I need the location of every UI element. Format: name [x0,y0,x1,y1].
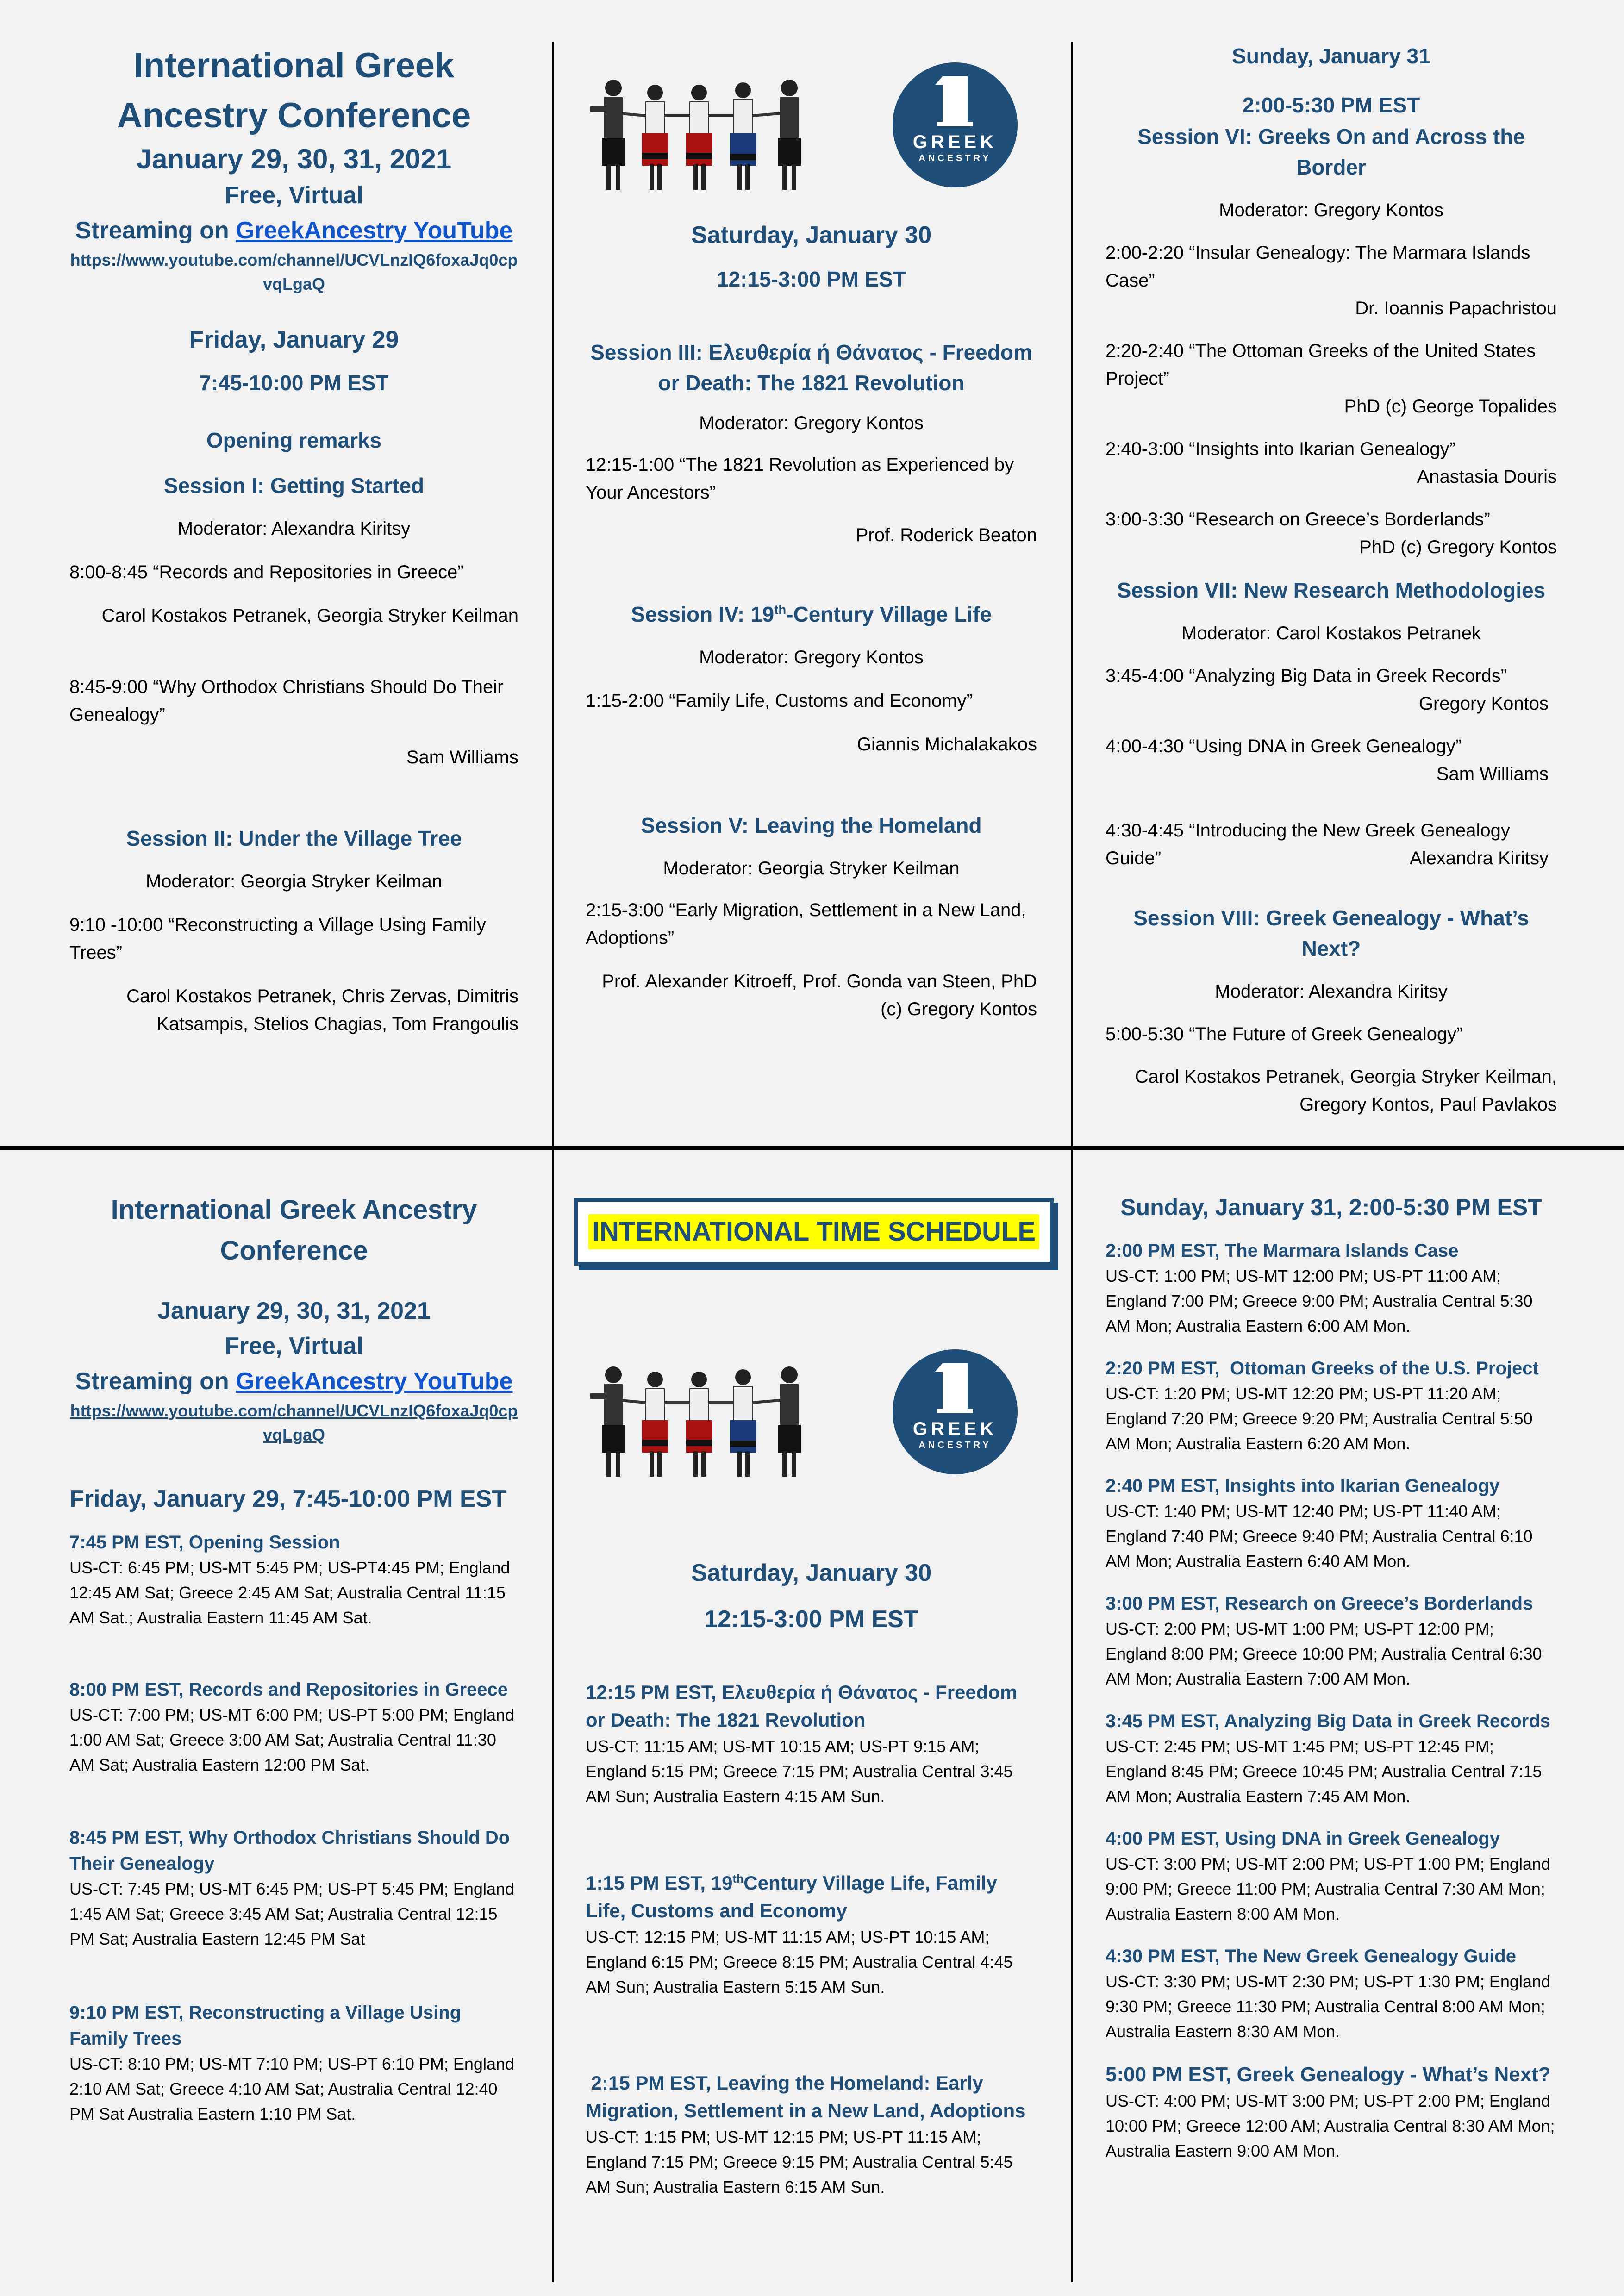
schedule-item-times: US-CT: 1:00 PM; US-MT 12:00 PM; US-PT 11:00 AM; England 7:00 PM; Greece 9:00 PM; Australia Central 5:30 AM Mon; Australia Eastern 6:00 AM Mon. [1106,1267,1533,1335]
dancer-figure [730,82,756,190]
opening-remarks: Opening remarks [206,428,382,452]
speakers: Anastasia Douris [1417,467,1557,487]
schedule-item-title: 3:00 PM EST, Research on Greece’s Borderlands [1106,1593,1533,1614]
column-divider [552,42,554,1146]
folk-dancers-illustration [586,69,817,194]
schedule-item-times: US-CT: 1:20 PM; US-MT 12:20 PM; US-PT 11:20 AM; England 7:20 PM; Greece 9:20 PM; Australia Central 5:50 AM Mon; Australia Eastern 6:20 AM Mon. [1106,1384,1533,1453]
talk-title: 3:00-3:30 “Research on Greece’s Borderlands” [1106,509,1490,530]
speakers: Giannis Michalakakos [856,734,1037,755]
moderator: Moderator: Georgia Stryker Keilman [145,871,443,892]
schedule-item [586,1869,1037,2000]
schedule-item-times: US-CT: 1:15 PM; US-MT 12:15 PM; US-PT 11:15 AM; England 7:15 PM; Greece 9:15 PM; Australia Central 5:45 AM Sun; Australia Eastern 6:15 AM Sun. [586,2128,1013,2196]
youtube-link[interactable]: GreekAncestry YouTube [236,217,513,244]
logo-wordmark: GREEK [912,1419,998,1439]
moderator: Moderator: Gregory Kontos [1219,200,1443,220]
talk-title: 1:15-2:00 “Family Life, Customs and Economy” [586,691,973,711]
schedule-item-title: 2:15 PM EST, Leaving the Homeland: Early Migration, Settlement in a New Land, Adoptions [586,2072,1026,2121]
schedule-item-title: 8:00 PM EST, Records and Repositories in Greece [69,1679,508,1700]
session-title: Session VIII: Greek Genealogy - What’s Next? [1133,906,1529,961]
conference-format: Free, Virtual [225,182,363,209]
talk-title: 4:00-4:30 “Using DNA in Greek Genealogy” [1106,736,1462,756]
session-title: Session I: Getting Started [163,474,425,498]
speakers: Carol Kostakos Petranek, Georgia Stryker Keilman, Gregory Kontos, Paul Pavlakos [1135,1067,1557,1115]
talk-title: 2:15-3:00 “Early Migration, Settlement in a New Land, Adoptions” [586,900,1026,948]
schedule-item [586,2069,1037,2200]
schedule-item-times: US-CT: 2:00 PM; US-MT 1:00 PM; US-PT 12:00 PM; England 8:00 PM; Greece 10:00 PM; Australia Central 6:30 AM Mon; Australia Eastern 7:00 AM Mon. [1106,1619,1542,1688]
bottom-left-panel [69,1190,518,2127]
session-title-part: -Century Village Life [786,602,992,626]
moderator: Moderator: Georgia Stryker Keilman [663,858,960,879]
logo-wordmark: GREEK [912,132,998,152]
bottom-middle-panel [586,1555,1037,2200]
dancer-figure [590,1366,625,1477]
schedule-item [1106,1708,1557,1809]
day-time: 2:00-5:30 PM EST [1242,93,1420,117]
schedule-item-times: US-CT: 2:45 PM; US-MT 1:45 PM; US-PT 12:45 PM; England 8:45 PM; Greece 10:45 PM; Australia Central 7:15 AM Mon; Australia Eastern 7:45 AM Mon. [1106,1737,1542,1806]
schedule-item-title: 4:30 PM EST, The New Greek Genealogy Guide [1106,1946,1516,1966]
talk-title: 9:10 -10:00 “Reconstructing a Village Using Family Trees” [69,915,486,963]
moderator: Moderator: Alexandra Kiritsy [1215,981,1448,1002]
column-divider [1071,1150,1073,2282]
streaming-prefix: Streaming on [75,1368,236,1395]
streaming-line [69,1364,518,1399]
youtube-url[interactable]: https://www.youtube.com/channel/UCVLnzIQ6foxaJq0cpvqLgaQ [70,250,518,293]
conference-format: Free, Virtual [225,1333,363,1360]
page-divider [0,1146,1624,1150]
speakers: Carol Kostakos Petranek, Chris Zervas, Dimitris Katsampis, Stelios Chagias, Tom Frangoulis [126,986,518,1034]
schedule-item [69,1677,518,1778]
folk-dancers-illustration [586,1356,817,1481]
schedule-item-times: US-CT: 8:10 PM; US-MT 7:10 PM; US-PT 6:10 PM; England 2:10 AM Sat; Greece 4:10 AM Sat; Australia Central 12:40 PM Sat Australia Eastern 1:10 PM Sat. [69,2054,515,2123]
greek-ancestry-logo [893,62,1018,187]
schedule-item-times: US-CT: 12:15 PM; US-MT 11:15 AM; US-PT 10:15 AM; England 6:15 PM; Greece 8:15 PM; Australia Central 4:45 AM Sun; Australia Eastern 5:15 AM Sun. [586,1928,1013,1997]
day-heading: Saturday, January 30 [691,222,932,249]
schedule-item-times: US-CT: 7:45 PM; US-MT 6:45 PM; US-PT 5:45 PM; England 1:45 AM Sat; Greece 3:45 AM Sat; Australia Central 12:15 PM Sat; Australia Eastern 12:45 PM Sat [69,1879,515,1948]
session-title [586,599,1037,630]
schedule-item [69,1529,518,1630]
talk-title: 2:00-2:20 “Insular Genealogy: The Marmara Islands Case” [1106,243,1530,291]
dancer-figure [778,1366,801,1477]
schedule-item-title-part: 1:15 PM EST, 19 [586,1872,733,1894]
speakers: Sam Williams [406,747,518,767]
bottom-right-panel [1106,1190,1557,2164]
speakers: Carol Kostakos Petranek, Georgia Stryker Keilman [101,605,518,626]
superscript: th [732,1872,744,1885]
session-title: Session II: Under the Village Tree [126,826,462,850]
dancer-figure [686,1372,712,1477]
day-heading: Friday, January 29 [189,326,399,353]
schedule-item [69,2000,518,2127]
moderator: Moderator: Gregory Kontos [699,413,924,433]
logo-subword: ANCESTRY [918,153,992,163]
moderator: Moderator: Carol Kostakos Petranek [1181,623,1481,643]
talk-title: 8:00-8:45 “Records and Repositories in Greece” [69,562,464,582]
speakers: Gregory Kontos [1418,693,1549,714]
speakers: Prof. Roderick Beaton [856,525,1037,545]
session-title: Session VI: Greeks On and Across the Border [1137,125,1525,179]
speakers: Alexandra Kiritsy [1409,848,1549,868]
streaming-prefix: Streaming on [75,217,236,244]
top-middle-panel [586,218,1037,1023]
schedule-item [1106,1355,1557,1456]
logo-subword: ANCESTRY [918,1440,992,1450]
day-heading: Saturday, January 30 [691,1560,932,1586]
time-schedule-banner [574,1198,1054,1266]
day-heading: Sunday, January 31, 2:00-5:30 PM EST [1120,1194,1542,1220]
dancer-figure [642,85,668,190]
conference-title: International Greek Ancestry Conference [111,1195,477,1266]
schedule-item-title: 3:45 PM EST, Analyzing Big Data in Greek Records [1106,1711,1551,1731]
schedule-item [1106,1943,1557,2044]
schedule-item-times: US-CT: 6:45 PM; US-MT 5:45 PM; US-PT4:45 PM; England 12:45 AM Sat; Greece 2:45 AM Sat; Australia Central 11:15 AM Sat.; Australia Eastern 11:45 AM Sat. [69,1558,510,1627]
talk-title: 2:40-3:00 “Insights into Ikarian Genealogy” [1106,439,1455,459]
schedule-item-title: 8:45 PM EST, Why Orthodox Christians Should Do Their Genealogy [69,1828,510,1874]
conference-title: International Greek Ancestry Conference [117,46,471,135]
schedule-item-title [586,1869,1037,1925]
moderator: Moderator: Alexandra Kiritsy [177,518,411,539]
schedule-item-title: 2:20 PM EST, Ottoman Greeks of the U.S. Project [1106,1358,1539,1379]
dancer-figure [686,85,712,190]
schedule-item-times: US-CT: 1:40 PM; US-MT 12:40 PM; US-PT 11:40 AM; England 7:40 PM; Greece 9:40 PM; Australia Central 6:10 AM Mon; Australia Eastern 6:40 AM Mon. [1106,1502,1533,1571]
schedule-item-title: 4:00 PM EST, Using DNA in Greek Genealogy [1106,1828,1500,1849]
greek-ancestry-logo [893,1349,1018,1474]
talk-title: 4:30-4:45 “Introducing the New Greek Genealogy Guide” [1106,820,1510,868]
streaming-line [69,213,518,248]
conference-dates: January 29, 30, 31, 2021 [157,1298,431,1324]
conference-dates: January 29, 30, 31, 2021 [136,144,452,175]
schedule-item [1106,1826,1557,1927]
schedule-item [1106,1591,1557,1691]
schedule-item-times: US-CT: 3:30 PM; US-MT 2:30 PM; US-PT 1:30 PM; England 9:30 PM; Greece 11:30 PM; Australia Central 8:00 AM Mon; Australia Eastern 8:30 AM Mon. [1106,1972,1551,2041]
superscript: th [774,602,787,617]
speakers: PhD (c) Gregory Kontos [1359,537,1557,557]
schedule-item-title: 12:15 PM EST, Ελευθερία ή Θάνατος - Freedom or Death: The 1821 Revolution [586,1681,1018,1731]
youtube-url[interactable]: https://www.youtube.com/channel/UCVLnzIQ6foxaJq0cpvqLgaQ [70,1401,518,1444]
schedule-item-times: US-CT: 7:00 PM; US-MT 6:00 PM; US-PT 5:00 PM; England 1:00 AM Sat; Greece 3:00 AM Sat; Australia Central 11:30 AM Sat; Australia Eastern 12:00 PM Sat. [69,1705,515,1774]
schedule-item-title: 2:40 PM EST, Insights into Ikarian Genealogy [1106,1476,1500,1496]
schedule-item-title: 7:45 PM EST, Opening Session [69,1532,340,1553]
youtube-link[interactable]: GreekAncestry YouTube [236,1368,513,1395]
talk-title: 2:20-2:40 “The Ottoman Greeks of the United States Project” [1106,341,1536,389]
schedule-item-times: US-CT: 3:00 PM; US-MT 2:00 PM; US-PT 1:00 PM; England 9:00 PM; Greece 11:00 PM; Australia Central 7:30 AM Mon; Australia Eastern 8:00 AM Mon. [1106,1854,1551,1923]
schedule-item-title: 5:00 PM EST, Greek Genealogy - What’s Next? [1106,2063,1551,2086]
day-heading: Sunday, January 31 [1232,44,1430,68]
schedule-item [1106,1473,1557,1574]
schedule-item-times: US-CT: 11:15 AM; US-MT 10:15 AM; US-PT 9:15 AM; England 5:15 PM; Greece 7:15 PM; Australia Central 3:45 AM Sun; Australia Eastern 4:15 AM Sun. [586,1737,1013,1806]
column-divider [552,1150,554,2282]
schedule-item-title: 2:00 PM EST, The Marmara Islands Case [1106,1241,1459,1261]
speakers: Prof. Alexander Kitroeff, Prof. Gonda van Steen, PhD (c) Gregory Kontos [602,971,1037,1019]
dancer-figure [590,80,625,190]
day-time: 12:15-3:00 PM EST [704,1606,918,1633]
schedule-item-title: 9:10 PM EST, Reconstructing a Village Using Family Trees [69,2003,462,2049]
schedule-item-title-part: Century Village Life, Family Life, Customs and Economy [586,1872,997,1922]
dancer-figure [730,1369,756,1477]
column-divider [1071,42,1073,1146]
column-icon [893,1349,1018,1474]
day-time: 12:15-3:00 PM EST [716,267,906,291]
speakers: Dr. Ioannis Papachristou [1355,298,1557,318]
session-title: Session III: Ελευθερία ή Θάνατος - Freedom or Death: The 1821 Revolution [590,340,1032,395]
day-heading: Friday, January 29, 7:45-10:00 PM EST [69,1485,507,1512]
talk-title: 12:15-1:00 “The 1821 Revolution as Experienced by Your Ancestors” [586,455,1014,503]
top-right-panel [1106,41,1557,1118]
dancer-figure [642,1372,668,1477]
schedule-item-times: US-CT: 4:00 PM; US-MT 3:00 PM; US-PT 2:00 PM; England 10:00 PM; Greece 12:00 AM; Australia Central 8:30 AM Mon; Australia Eastern 9:00 AM Mon. [1106,2091,1555,2160]
session-title: Session VII: New Research Methodologies [1117,578,1546,602]
speakers: PhD (c) George Topalides [1344,396,1557,417]
schedule-item [586,1678,1037,1809]
schedule-item [1106,1238,1557,1339]
talk-title: 8:45-9:00 “Why Orthodox Christians Should Do Their Genealogy” [69,677,504,725]
banner-text: INTERNATIONAL TIME SCHEDULE [588,1214,1039,1249]
talk-title: 3:45-4:00 “Analyzing Big Data in Greek Records” [1106,666,1507,686]
moderator: Moderator: Gregory Kontos [699,647,924,668]
talk-title: 5:00-5:30 “The Future of Greek Genealogy” [1106,1024,1463,1044]
schedule-item [69,1825,518,1952]
dancer-figure [778,80,801,190]
column-icon [893,62,1018,187]
day-time: 7:45-10:00 PM EST [199,371,389,395]
top-left-panel [69,41,518,1038]
session-title-part: Session IV: 19 [631,602,775,626]
schedule-item [1106,2061,1557,2164]
speakers: Sam Williams [1436,764,1549,784]
session-title: Session V: Leaving the Homeland [641,813,982,837]
